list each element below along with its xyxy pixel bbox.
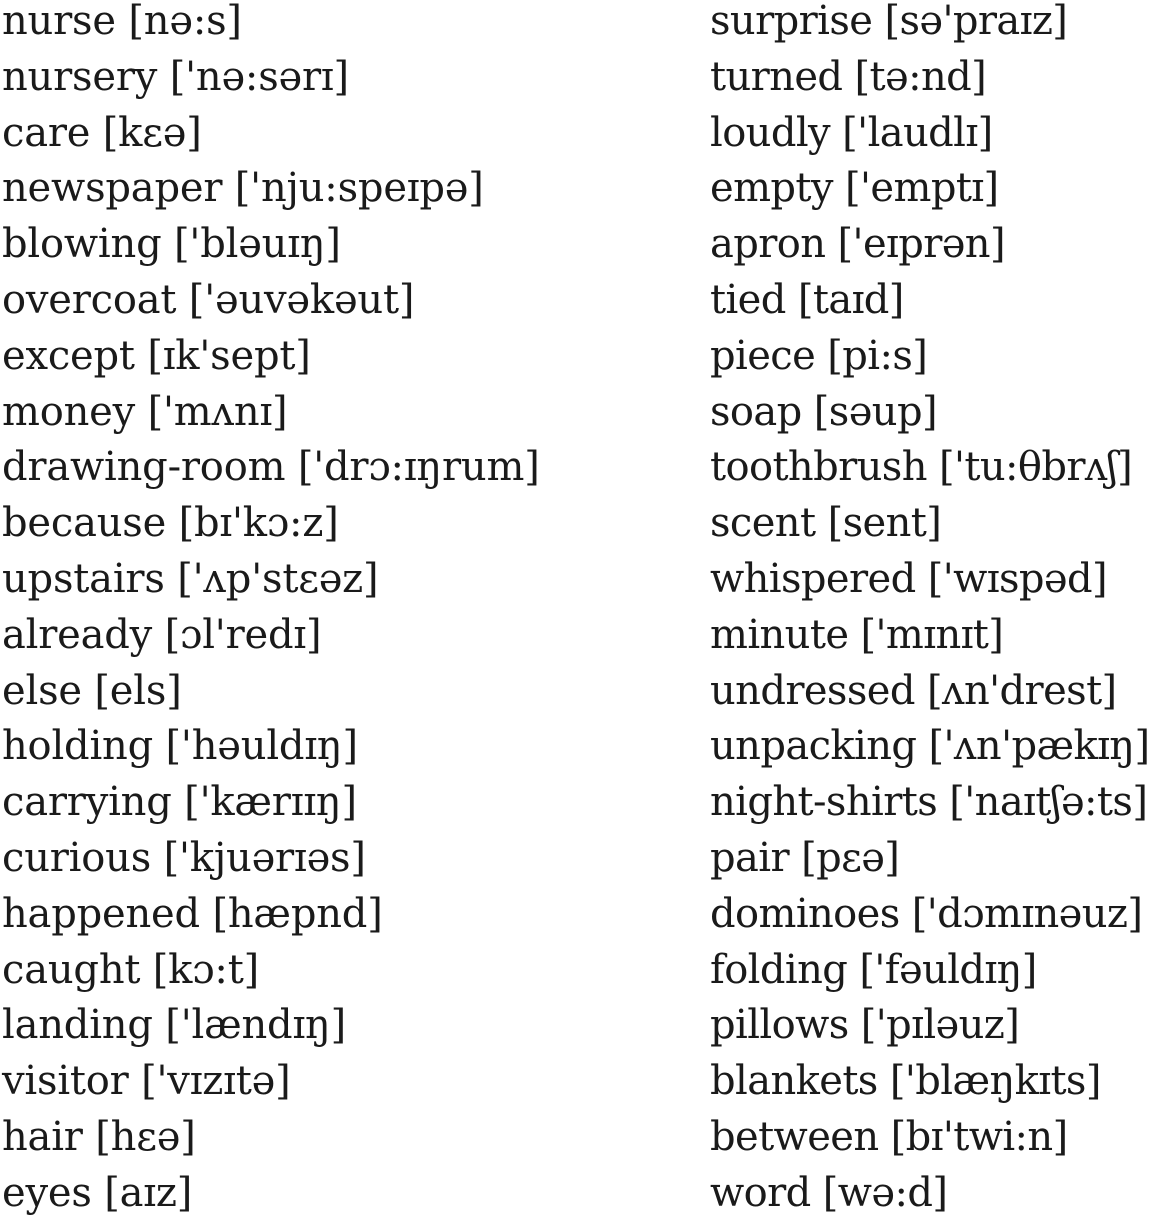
vocabulary-entry <box>710 831 1172 887</box>
entry-word: holding <box>2 723 154 770</box>
vocabulary-entry <box>2 273 692 329</box>
entry-word: piece <box>710 332 816 379</box>
entry-word: night-shirts <box>710 779 938 826</box>
vocabulary-entry <box>2 440 692 496</box>
entry-word: curious <box>2 834 152 881</box>
entry-word: blankets <box>710 1058 878 1105</box>
vocabulary-right-column <box>710 0 1172 1222</box>
entry-word: scent <box>710 500 816 547</box>
entry-word: empty <box>710 165 833 212</box>
entry-transcription: ['bləuɪŋ] <box>174 221 341 268</box>
vocabulary-entry <box>2 887 692 943</box>
entry-transcription: ['naɪtʃə:ts] <box>949 779 1148 826</box>
entry-transcription: [taɪd] <box>797 276 904 323</box>
vocabulary-entry <box>710 0 1172 50</box>
entry-word: care <box>2 109 91 156</box>
entry-transcription: [els] <box>94 667 182 714</box>
vocabulary-entry <box>2 496 692 552</box>
vocabulary-entry <box>710 496 1172 552</box>
vocabulary-entry <box>2 1054 692 1110</box>
vocabulary-entry <box>2 217 692 273</box>
entry-word: landing <box>2 1002 153 1049</box>
entry-transcription: [pεə] <box>801 834 900 881</box>
vocabulary-entry <box>2 664 692 720</box>
entry-word: already <box>2 611 153 658</box>
entry-transcription: ['laudlɪ] <box>842 109 993 156</box>
vocabulary-entry <box>2 943 692 999</box>
vocabulary-entry <box>2 161 692 217</box>
entry-word: pillows <box>710 1002 849 1049</box>
vocabulary-entry <box>2 329 692 385</box>
vocabulary-entry <box>2 50 692 106</box>
vocabulary-entry <box>710 608 1172 664</box>
entry-word: surprise <box>710 0 873 44</box>
entry-transcription: [tə:nd] <box>854 53 987 100</box>
vocabulary-entry <box>710 50 1172 106</box>
entry-transcription: ['kjuərɪəs] <box>163 834 366 881</box>
vocabulary-entry <box>710 273 1172 329</box>
entry-transcription: [pi:s] <box>827 332 928 379</box>
entry-word: drawing-room <box>2 444 286 491</box>
vocabulary-entry <box>2 1110 692 1166</box>
vocabulary-entry <box>2 719 692 775</box>
entry-word: folding <box>710 946 848 993</box>
vocabulary-entry <box>2 998 692 1054</box>
entry-transcription: ['əuvəkəut] <box>188 276 415 323</box>
entry-transcription: [hæpnd] <box>212 890 383 937</box>
entry-transcription: [səup] <box>813 388 937 435</box>
vocabulary-entry <box>710 161 1172 217</box>
entry-transcription: [sent] <box>827 500 942 547</box>
vocabulary-entry <box>710 775 1172 831</box>
vocabulary-entry <box>2 0 692 50</box>
entry-word: toothbrush <box>710 444 927 491</box>
vocabulary-entry <box>710 329 1172 385</box>
entry-word: except <box>2 332 135 379</box>
entry-word: word <box>710 1169 811 1216</box>
entry-word: soap <box>710 388 802 435</box>
entry-word: pair <box>710 834 789 881</box>
vocabulary-entry <box>2 106 692 162</box>
vocabulary-entry <box>710 217 1172 273</box>
vocabulary-entry <box>710 887 1172 943</box>
entry-transcription: ['mɪnɪt] <box>860 611 1004 658</box>
vocabulary-entry <box>710 719 1172 775</box>
vocabulary-entry <box>710 1054 1172 1110</box>
entry-transcription: [sə'praɪz] <box>884 0 1068 44</box>
entry-transcription: ['mʌnɪ] <box>147 388 288 435</box>
vocabulary-entry <box>2 608 692 664</box>
vocabulary-entry <box>710 385 1172 441</box>
entry-word: because <box>2 500 167 547</box>
vocabulary-entry <box>2 552 692 608</box>
entry-transcription: ['ʌn'pækɪŋ] <box>928 723 1150 770</box>
entry-word: minute <box>710 611 849 658</box>
entry-transcription: ['wɪspəd] <box>927 555 1107 602</box>
entry-word: else <box>2 667 82 714</box>
entry-word: dominoes <box>710 890 900 937</box>
vocabulary-entry <box>710 943 1172 999</box>
entry-transcription: ['ʌp'stεəz] <box>177 555 379 602</box>
entry-word: tied <box>710 276 786 323</box>
entry-transcription: [nə:s] <box>128 0 242 44</box>
entry-word: upstairs <box>2 555 165 602</box>
entry-transcription: [bɪ'kɔ:z] <box>178 500 339 547</box>
entry-word: hair <box>2 1113 83 1160</box>
entry-transcription: [ʌn'drest] <box>926 667 1117 714</box>
vocabulary-entry <box>710 552 1172 608</box>
entry-transcription: ['kærɪɪŋ] <box>184 779 357 826</box>
entry-transcription: [bɪ'twi:n] <box>890 1113 1068 1160</box>
entry-word: happened <box>2 890 200 937</box>
entry-transcription: [hεə] <box>95 1113 196 1160</box>
entry-word: turned <box>710 53 843 100</box>
vocabulary-entry <box>710 1110 1172 1166</box>
entry-transcription: [aɪz] <box>104 1169 193 1216</box>
entry-transcription: [kɔ:t] <box>152 946 259 993</box>
vocabulary-entry <box>710 440 1172 496</box>
vocabulary-entry <box>2 831 692 887</box>
entry-word: newspaper <box>2 165 223 212</box>
entry-word: undressed <box>710 667 915 714</box>
entry-word: visitor <box>2 1058 129 1105</box>
entry-word: between <box>710 1113 879 1160</box>
entry-transcription: ['nju:speɪpə] <box>234 165 484 212</box>
entry-transcription: ['blæŋkɪts] <box>889 1058 1101 1105</box>
entry-word: blowing <box>2 221 162 268</box>
entry-transcription: [ɪk'sept] <box>147 332 311 379</box>
vocabulary-entry <box>2 1166 692 1222</box>
entry-transcription: ['drɔ:ɪŋrum] <box>297 444 540 491</box>
vocabulary-entry <box>710 664 1172 720</box>
entry-transcription: ['nə:sərɪ] <box>169 53 349 100</box>
entry-transcription: ['emptɪ] <box>845 165 999 212</box>
entry-word: unpacking <box>710 723 917 770</box>
entry-transcription: ['eɪprən] <box>837 221 1005 268</box>
entry-word: nurse <box>2 0 116 44</box>
entry-transcription: [kεə] <box>102 109 202 156</box>
vocabulary-entry <box>2 385 692 441</box>
vocabulary-left-column <box>2 0 692 1222</box>
entry-transcription: ['lændɪŋ] <box>165 1002 347 1049</box>
entry-transcription: ['həuldɪŋ] <box>165 723 358 770</box>
entry-word: overcoat <box>2 276 177 323</box>
entry-transcription: [wə:d] <box>822 1169 948 1216</box>
entry-word: money <box>2 388 136 435</box>
entry-transcription: ['fəuldɪŋ] <box>859 946 1037 993</box>
vocabulary-entry <box>710 106 1172 162</box>
entry-word: eyes <box>2 1169 92 1216</box>
entry-transcription: ['pɪləuz] <box>860 1002 1020 1049</box>
vocabulary-entry <box>2 775 692 831</box>
entry-word: carrying <box>2 779 172 826</box>
entry-word: apron <box>710 221 826 268</box>
entry-word: nursery <box>2 53 158 100</box>
vocabulary-entry <box>710 1166 1172 1222</box>
entry-transcription: [ɔl'redɪ] <box>164 611 322 658</box>
entry-word: loudly <box>710 109 831 156</box>
entry-transcription: ['vɪzɪtə] <box>141 1058 291 1105</box>
entry-transcription: ['tu:θbrʌʃ] <box>938 444 1133 491</box>
vocabulary-entry <box>710 998 1172 1054</box>
entry-word: whispered <box>710 555 916 602</box>
entry-word: caught <box>2 946 141 993</box>
entry-transcription: ['dɔmɪnəuz] <box>911 890 1143 937</box>
